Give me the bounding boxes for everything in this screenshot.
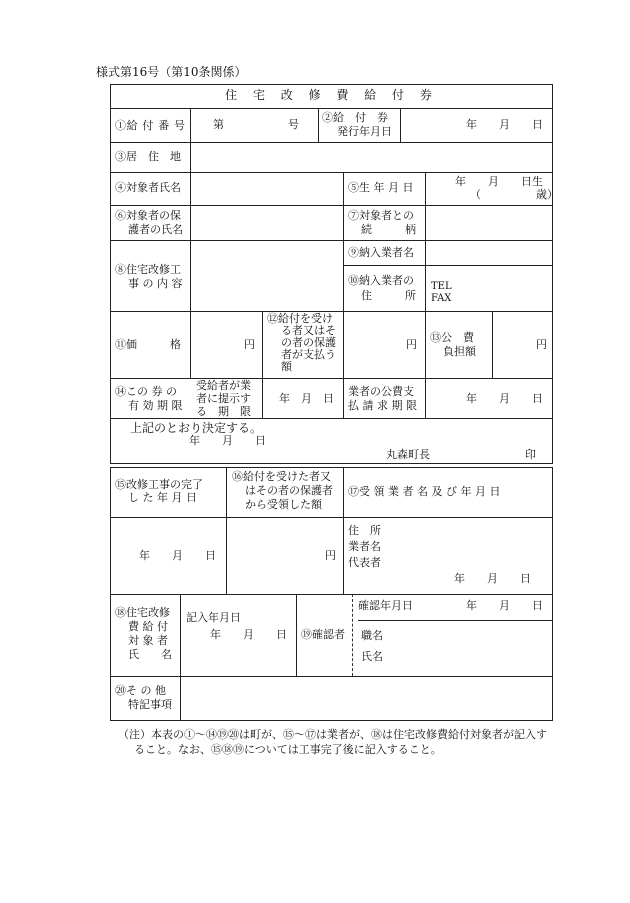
label-present-deadline-3: る 期 限 <box>196 405 251 418</box>
label-relation-2: 続 柄 <box>361 223 416 236</box>
age: （ 歳） <box>470 188 558 201</box>
label-received-3: から受領した額 <box>245 498 322 511</box>
confirmer-name-label: 氏名 <box>361 650 383 663</box>
decision-date: 年 月 日 <box>189 434 266 447</box>
vendor-tel: TEL <box>431 281 452 292</box>
label-birth-date: ⑤生 年 月 日 <box>348 181 414 194</box>
label-validity-2: 有 効 期 限 <box>128 399 183 412</box>
note-line-2: ること。なお、⑮⑱⑲については工事完了後に記入すること。 <box>134 743 442 756</box>
paid-amount-yen: 円 <box>406 338 417 351</box>
price-yen: 円 <box>244 338 255 351</box>
label-benefit-number: ①給 付 番 号 <box>115 119 185 132</box>
label-vendor-name: ⑨納入業者名 <box>348 246 414 259</box>
label-vendor-address-1: ⑩納入業者の <box>348 274 414 287</box>
receipt-date: 年 月 日 <box>454 572 531 585</box>
birth-date: 年 月 日生 <box>455 175 543 188</box>
label-remarks-1: ⑳そ の 他 <box>115 684 166 697</box>
benefit-number-dai: 第 <box>213 118 224 131</box>
note-line-1: （注）本表の①～⑭⑲⑳は町が、⑮～⑰は業者が、⑱は住宅改修費給付対象者が記入す <box>118 728 547 741</box>
label-completion-1: ⑮改修工事の完了 <box>115 478 203 491</box>
entry-date-label: 記入年月日 <box>186 611 241 624</box>
claim-deadline-date: 年 月 日 <box>466 392 543 405</box>
present-deadline-date: 年 月 日 <box>279 392 334 405</box>
label-subject-name-1: ⑱住宅改修 <box>115 606 170 619</box>
label-claim-deadline-1: 業者の公費支 <box>348 385 414 398</box>
label-validity-1: ⑭この 券 の <box>115 385 177 398</box>
label-guardian-1: ⑥対象者の保 <box>115 209 181 222</box>
label-residence: ③居 住 地 <box>115 150 181 163</box>
label-issue-date-1: ②給 付 券 <box>322 111 388 124</box>
form-number: 様式第16号（第10条関係） <box>96 65 247 79</box>
vendor-fax: FAX <box>431 293 452 304</box>
form-title: 住 宅 改 修 費 給 付 券 <box>225 88 438 102</box>
vendor-company-label: 業者名 <box>348 540 381 553</box>
label-relation-1: ⑦対象者との <box>348 209 414 222</box>
label-paid-amount-5: 額 <box>281 360 292 373</box>
seal-mark: 印 <box>525 448 536 461</box>
decision-text: 上記のとおり決定する。 <box>130 421 263 435</box>
label-subject-name-3: 対 象 者 <box>128 634 168 647</box>
public-share-yen: 円 <box>536 338 547 351</box>
label-vendor-address-2: 住 所 <box>361 289 416 302</box>
label-subject-name-2: 費 給 付 <box>128 620 168 633</box>
label-remarks-2: 特記事項 <box>128 698 172 711</box>
vendor-representative-label: 代表者 <box>348 556 381 569</box>
label-subject-name-4: 氏 名 <box>128 648 172 661</box>
mayor-label: 丸森町長 <box>386 448 430 461</box>
confirmer-post-label: 職名 <box>361 629 383 642</box>
confirm-date-label: 確認年月日 <box>358 599 413 612</box>
label-claim-deadline-2: 払 請 求 期 限 <box>348 399 417 412</box>
label-paid-amount-3: の者の保護 <box>281 336 336 349</box>
label-present-deadline-1: 受給者が業 <box>196 379 251 392</box>
entry-date: 年 月 日 <box>210 628 287 641</box>
label-paid-amount-4: 者が支払う <box>281 348 336 361</box>
label-completion-2: し た 年 月 日 <box>128 491 197 504</box>
issue-date: 年 月 日 <box>466 118 543 131</box>
label-confirmer: ⑲確認者 <box>301 628 345 641</box>
label-present-deadline-2: 者に提示す <box>196 392 251 405</box>
label-work-content-2: 事 の 内 容 <box>128 277 183 290</box>
label-public-share-1: ⑬公 費 <box>430 331 474 344</box>
benefit-number-go: 号 <box>288 118 299 131</box>
label-receipt-vendor: ⑰受 領 業 者 名 及 び 年 月 日 <box>348 485 501 498</box>
label-work-content-1: ⑧住宅改修工 <box>115 263 181 276</box>
label-subject-name: ④対象者氏名 <box>115 181 181 194</box>
confirm-date: 年 月 日 <box>466 599 543 612</box>
label-issue-date-2: 発行年月日 <box>337 125 392 138</box>
received-yen: 円 <box>325 549 336 562</box>
label-received-1: ⑯給付を受けた者又 <box>232 470 331 483</box>
label-guardian-2: 護者の氏名 <box>128 223 183 236</box>
completion-date: 年 月 日 <box>139 549 216 562</box>
vendor-address-label: 住 所 <box>348 524 381 537</box>
label-paid-amount-2: る者又はそ <box>281 324 336 337</box>
label-paid-amount-1: ⑫給付を受け <box>267 312 333 325</box>
label-price: ⑪価 格 <box>115 338 181 351</box>
label-public-share-2: 負担額 <box>443 345 476 358</box>
label-received-2: はその者の保護者 <box>245 484 333 497</box>
